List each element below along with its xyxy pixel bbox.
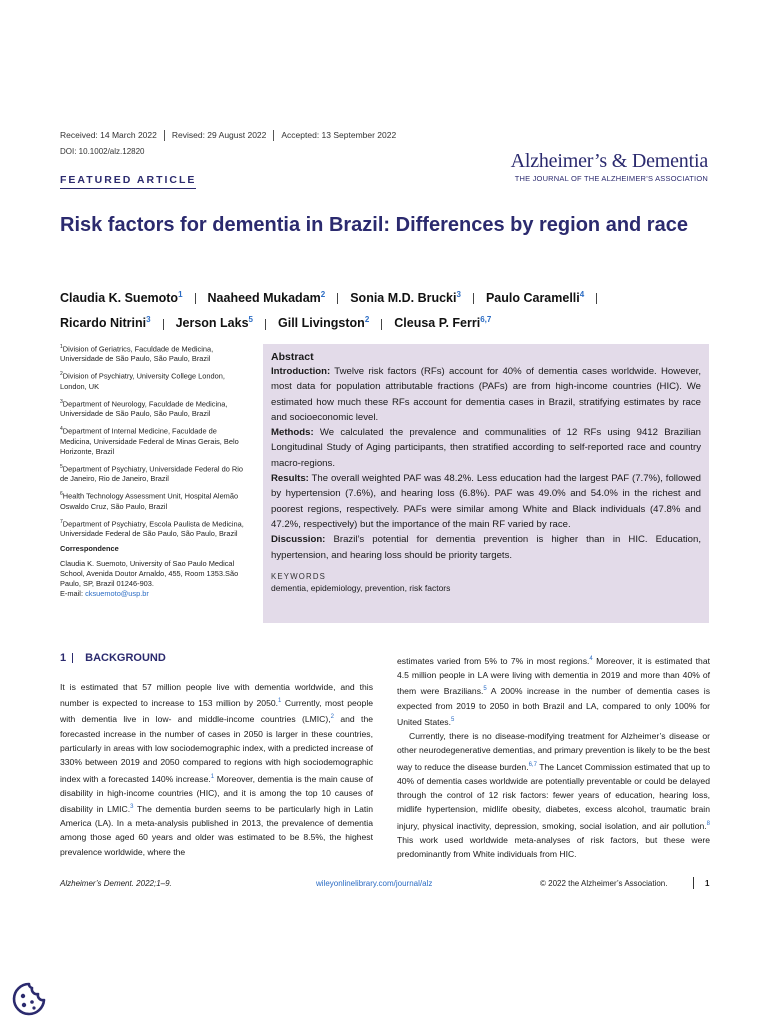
- keywords: dementia, epidemiology, prevention, risk factors: [271, 582, 451, 593]
- accepted-date: Accepted: 13 September 2022: [281, 130, 397, 140]
- abstract-box: [263, 344, 709, 623]
- body-column-right: estimates varied from 5% to 7% in most regions.$^4$ Moreover, it is estimated that 4.5 million people in LA were living with dementia in 2019 and more than 40% of them were Brazilians.$^5$ A 200% increase in the number of dementia cases is expected from 2019 to 2050 in both Brazil and LA, compared to only 100% for United States.$^5$ Currently, there is no disease-modifying treatment for Alzheimer’s disease or other neurodegenerative dementias, and primary prevention is likely to be the best way to reduce the disease burden.$^{6,7}$ The Lancet Commission estimated that up to 40% of dementia cases worldwide are potentially preventable or could be delayed through the control of 12 risk factors: fewer years of education, hearing loss, midlife hypertension, midlife obesity, diabetes, excess alcohol, traumatic brain injury, physical inactivity, depression, smoking, social isolation, and air pollution.$^8$ This work used worldwide meta-analyses of risk factors, but these were predominantly from White individuals from HIC.: [397, 655, 710, 860]
- divider: [163, 319, 164, 330]
- author-list: [60, 284, 720, 334]
- footer-citation: Alzheimer’s Dement. 2022;1–9.: [60, 879, 172, 888]
- footer-url[interactable]: wileyonlinelibrary.com/journal/alz: [316, 879, 433, 888]
- citation-link[interactable]: 1: [210, 773, 215, 780]
- section-heading: 1 BACKGROUND: [60, 652, 166, 664]
- revised-date: Revised: 29 August 2022: [171, 130, 267, 140]
- citation-link[interactable]: 6,7: [528, 761, 537, 768]
- abstract-heading: Abstract: [271, 351, 314, 363]
- author-name[interactable]: Claudia K. Suemoto: [60, 291, 179, 306]
- affiliation-item: $^6$Health Technology Assessment Unit, Hospital Alemão Oswaldo Cruz, São Paulo, Brazil: [60, 491, 239, 511]
- author-name[interactable]: Gill Livingston: [278, 316, 365, 331]
- divider: [693, 877, 694, 889]
- divider: [265, 319, 266, 330]
- affiliation-item: $^4$Department of Internal Medicine, Faculdade de Medicina, Universidade Federal de Minas Gerais, Belo Horizonte, Brazil: [60, 426, 239, 456]
- citation-link[interactable]: 1: [278, 698, 282, 705]
- doi[interactable]: DOI: 10.1002/alz.12820: [60, 147, 145, 156]
- journal-logo: [511, 150, 708, 183]
- journal-subtitle: THE JOURNAL OF THE ALZHEIMER’S ASSOCIATION: [514, 174, 708, 183]
- article-dates: [60, 130, 396, 141]
- correspondence-heading: Correspondence: [60, 544, 119, 554]
- citation-link[interactable]: 5: [450, 716, 455, 723]
- abstract-section: Results: The overall weighted PAF was 48.2%. Less education had the largest PAF (7.7%), followed by hypertension (7.6%), and hearing loss (6.8%). PAF was 49.0% and 54.0% in the richest and poorest regions, respectively. PAFs were similar among White and Black individuals (47.8% and 47.2%, respectively) but the importance of the main RF varied by race.: [271, 473, 701, 530]
- author-affiliation-ref[interactable]: 3: [146, 315, 151, 325]
- author-name[interactable]: Sonia M.D. Brucki: [350, 291, 457, 306]
- divider: [337, 293, 338, 304]
- footer-copyright: © 2022 the Alzheimer’s Association.: [540, 879, 668, 888]
- author-affiliation-ref[interactable]: 3: [456, 290, 461, 299]
- author-affiliation-ref[interactable]: 6,7: [480, 315, 492, 325]
- author-name[interactable]: Paulo Caramelli: [485, 291, 580, 306]
- correspondence-text: Claudia K. Suemoto, University of Sao Paulo Medical School, Avenida Doutor Arnaldo, 455, Room 1353.São Paulo, SP, Brazil 01246-903. E-mail: cksuemoto@usp.br: [60, 559, 239, 599]
- abstract-section: Methods: We calculated the prevalence and communalities of 12 RFs using 9412 Brazilian Longitudinal Study of Aging participants, then stratified according to self-reported race and country macro-regions.: [271, 427, 701, 469]
- citation-link[interactable]: 3: [130, 803, 134, 810]
- received-date: Received: 14 March 2022: [60, 130, 157, 140]
- abstract-section: Discussion: Brazil’s potential for dementia prevention is higher than in HIC. Education, hypertension, and hearing loss should be priority targets.: [271, 534, 701, 561]
- article-type: FEATURED ARTICLE: [60, 174, 196, 189]
- divider: [596, 293, 597, 304]
- author-affiliation-ref[interactable]: 2: [320, 290, 326, 299]
- author-name[interactable]: Jerson Laks: [175, 316, 249, 331]
- divider: [195, 293, 196, 304]
- divider: [273, 130, 274, 141]
- cookie-icon[interactable]: [10, 980, 48, 1018]
- article-title: Risk factors for dementia in Brazil: Differences by region and race: [60, 214, 688, 236]
- citation-link[interactable]: 8: [706, 820, 710, 827]
- email-link[interactable]: cksuemoto@usp.br: [85, 589, 149, 599]
- citation-link[interactable]: 2: [330, 714, 334, 721]
- affiliation-item: $^5$Department of Psychiatry, Universidade Federal do Rio de Janeiro, Rio de Janeiro, Brazil: [60, 463, 243, 484]
- citation-link[interactable]: 4: [589, 656, 593, 662]
- author-affiliation-ref[interactable]: 4: [579, 290, 585, 299]
- keywords-heading: KEYWORDS: [271, 571, 327, 581]
- affiliation-item: $^1$Division of Geriatrics, Faculdade de Medicina, Universidade de São Paulo, São Paulo, Brazil: [60, 344, 214, 364]
- divider: [473, 293, 474, 304]
- affiliation-item: $^7$Department of Psychiatry, Escola Paulista de Medicina, Universidade Federal de São Paulo, São Paulo, Brazil: [60, 518, 244, 539]
- abstract-section: Introduction: Twelve risk factors (RFs) account for 40% of dementia cases worldwide. However, most data for population attributable fractions (PAFs) are from high-income countries (HIC). We estimated how much these RFs account for dementia cases in Brazil, stratifying estimates by race and socioeconomic level.: [271, 366, 701, 423]
- author-affiliation-ref[interactable]: 1: [178, 290, 183, 299]
- divider: [164, 130, 165, 141]
- author-name[interactable]: Ricardo Nitrini: [60, 316, 147, 331]
- affiliations: [60, 342, 250, 599]
- journal-name: Alzheimer’s & Dementia: [510, 150, 708, 172]
- citation-link[interactable]: 5: [483, 686, 487, 693]
- page-number: 1: [705, 879, 710, 888]
- author-name[interactable]: Naaheed Mukadam: [207, 291, 321, 306]
- body-column-left: It is estimated that 57 million people live with dementia worldwide, and this number is expected to increase to 153 million by 2050.$^1$ Currently, most people with dementia live in low- and middle-income countries (LMIC),$^2$ and the forecasted increase in the number of cases in 2050 is larger in these countries, particularly in areas with low sociodemographic index, with a predicted increase of 330% between 2019 and 2050 compared to regions with high sociodemographic index with a forecasted 140% increase.$^1$ Moreover, dementia is the main cause of disability in high-income countries (HIC), and it is among the top 10 causes of disability in LMIC.$^3$ The dementia burden seems to be particularly high in Latin America (LA). In a meta-analysis published in 2013, the prevalence of dementia among those aged 60 years and older was estimated to be 8.5%, the highest prevalence worldwide, where the: [60, 682, 374, 857]
- affiliation-item: $^2$Division of Psychiatry, University College London, London, UK: [60, 371, 225, 391]
- author-affiliation-ref[interactable]: 2: [364, 315, 370, 325]
- divider: [381, 319, 382, 330]
- author-affiliation-ref[interactable]: 5: [248, 315, 253, 325]
- author-name[interactable]: Cleusa P. Ferri: [394, 316, 481, 331]
- affiliation-item: $^3$Department of Neurology, Faculdade de Medicina, Universidade de São Paulo, São Paulo, Brazil: [60, 398, 228, 419]
